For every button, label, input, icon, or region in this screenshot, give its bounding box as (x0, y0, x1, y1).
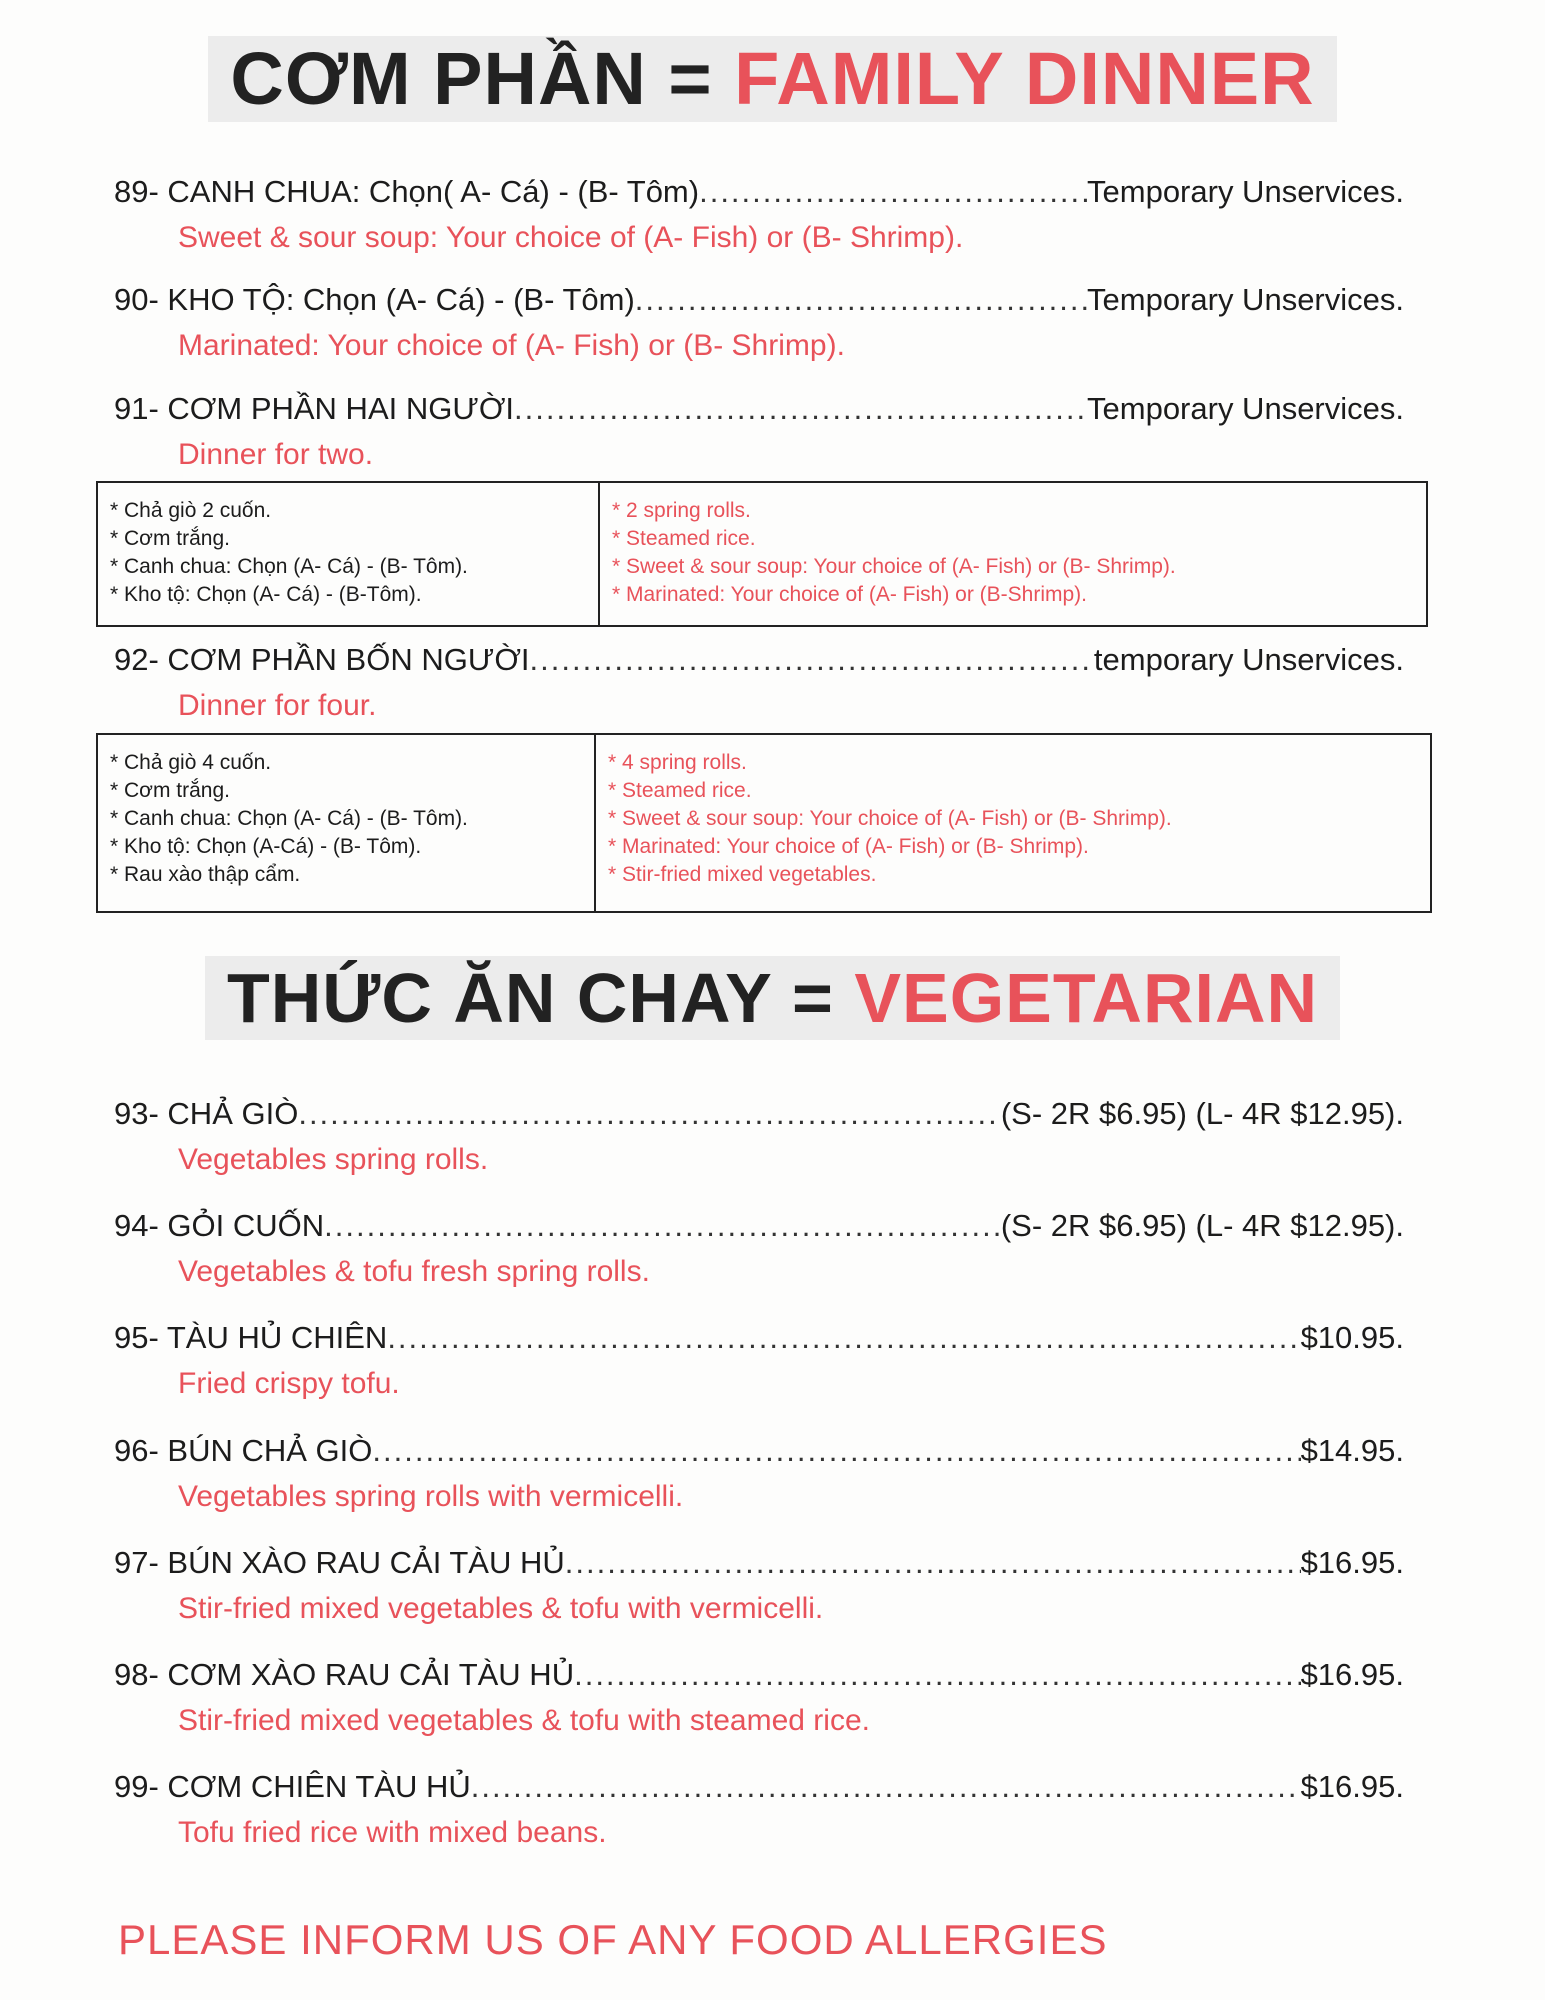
item-description: Vegetables spring rolls with vermicelli. (178, 1480, 684, 1513)
heading-highlight (205, 956, 1340, 1040)
menu-item-90 (114, 280, 1404, 366)
list-item: * Stir-fried mixed vegetables. (608, 863, 877, 886)
menu-item-91 (114, 389, 1404, 475)
menu-item-97 (114, 1543, 1404, 1629)
item-name: 91- CƠM PHẦN HAI NGƯỜI (114, 391, 515, 426)
vegetarian-heading (0, 956, 1545, 1040)
list-item: * Sweet & sour soup: Your choice of (A- Fish) or (B- Shrimp). (608, 807, 1172, 830)
box-vietnamese-list (98, 735, 596, 911)
menu-item-96 (114, 1431, 1404, 1517)
leader-dots (324, 1206, 1001, 1246)
item-name: 92- CƠM PHẦN BỐN NGƯỜI (114, 642, 530, 677)
item-price: $10.95. (1300, 1320, 1404, 1355)
list-item: * Kho tộ: Chọn (A-Cá) - (B- Tôm). (110, 835, 422, 858)
list-item: * Cơm trắng. (110, 527, 230, 550)
list-item: * Rau xào thập cẩm. (110, 863, 301, 886)
item-name: 90- KHO TỘ: Chọn (A- Cá) - (B- Tôm) (114, 282, 635, 317)
leader-dots (635, 280, 1087, 320)
menu-item-95 (114, 1318, 1404, 1404)
item-price: $16.95. (1300, 1657, 1404, 1692)
menu-item-92 (114, 640, 1404, 726)
item-price: $16.95. (1300, 1545, 1404, 1580)
item-name: 99- CƠM CHIÊN TÀU HỦ (114, 1769, 471, 1804)
heading-highlight (208, 36, 1336, 122)
menu-item-98 (114, 1655, 1404, 1741)
item-price: temporary Unservices. (1093, 642, 1404, 677)
list-item: * Marinated: Your choice of (A- Fish) or (B- Shrimp). (608, 835, 1089, 858)
item-description: Stir-fried mixed vegetables & tofu with steamed rice. (178, 1704, 870, 1737)
item-name: 89- CANH CHUA: Chọn( A- Cá) - (B- Tôm) (114, 174, 700, 209)
allergy-notice: PLEASE INFORM US OF ANY FOOD ALLERGIES (118, 1916, 1108, 1963)
item-name: 96- BÚN CHẢ GIÒ (114, 1433, 373, 1468)
box-english-list (600, 483, 1188, 625)
list-item: * Canh chua: Chọn (A- Cá) - (B- Tôm). (110, 555, 468, 578)
heading-english: VEGETARIAN (854, 959, 1319, 1037)
item-price: $16.95. (1300, 1769, 1404, 1804)
heading-vietnamese: THỨC ĂN CHAY = (226, 959, 834, 1037)
list-item: * Sweet & sour soup: Your choice of (A- Fish) or (B- Shrimp). (612, 555, 1176, 578)
item-price: Temporary Unservices. (1087, 282, 1404, 317)
list-item: * Steamed rice. (612, 527, 756, 550)
item-price: (S- 2R $6.95) (L- 4R $12.95). (1000, 1096, 1404, 1131)
item-name: 93- CHẢ GIÒ (114, 1096, 299, 1131)
item-name: 94- GỎI CUỐN (114, 1208, 325, 1243)
item-description: Vegetables & tofu fresh spring rolls. (178, 1255, 650, 1288)
leader-dots (372, 1431, 1300, 1471)
leader-dots (530, 640, 1094, 680)
leader-dots (565, 1543, 1301, 1583)
item-description: Vegetables spring rolls. (178, 1143, 489, 1176)
list-item: * Canh chua: Chọn (A- Cá) - (B- Tôm). (110, 807, 468, 830)
leader-dots (298, 1094, 1000, 1134)
menu-item-93 (114, 1094, 1404, 1180)
leader-dots (574, 1655, 1300, 1695)
list-item: * Kho tộ: Chọn (A- Cá) - (B-Tôm). (110, 583, 422, 606)
item-price: (S- 2R $6.95) (L- 4R $12.95). (1000, 1208, 1404, 1243)
item-name: 95- TÀU HỦ CHIÊN (114, 1320, 388, 1355)
leader-dots (471, 1767, 1301, 1807)
menu-item-89 (114, 172, 1404, 258)
dinner-for-four-box (96, 733, 1432, 913)
item-description: Tofu fried rice with mixed beans. (178, 1816, 607, 1849)
list-item: * 2 spring rolls. (612, 499, 751, 522)
item-description: Dinner for two. (178, 438, 374, 471)
item-description: Marinated: Your choice of (A- Fish) or (B- Shrimp). (178, 329, 845, 362)
heading-vietnamese: CƠM PHẦN = (230, 37, 713, 120)
leader-dots (699, 172, 1087, 212)
box-english-list (596, 735, 1184, 911)
list-item: * 4 spring rolls. (608, 751, 747, 774)
menu-item-99 (114, 1767, 1404, 1853)
item-price: $14.95. (1300, 1433, 1404, 1468)
item-description: Stir-fried mixed vegetables & tofu with vermicelli. (178, 1592, 824, 1625)
leader-dots (514, 389, 1087, 429)
box-vietnamese-list (98, 483, 600, 625)
list-item: * Chả giò 4 cuốn. (110, 751, 272, 774)
list-item: * Steamed rice. (608, 779, 752, 802)
dinner-for-two-box (96, 481, 1428, 627)
list-item: * Chả giò 2 cuốn. (110, 499, 272, 522)
list-item: * Cơm trắng. (110, 779, 230, 802)
item-description: Sweet & sour soup: Your choice of (A- Fish) or (B- Shrimp). (178, 221, 964, 254)
item-price: Temporary Unservices. (1087, 391, 1404, 426)
list-item: * Marinated: Your choice of (A- Fish) or (B-Shrimp). (612, 583, 1088, 606)
item-price: Temporary Unservices. (1087, 174, 1404, 209)
item-description: Dinner for four. (178, 689, 377, 722)
menu-item-94 (114, 1206, 1404, 1292)
item-name: 98- CƠM XÀO RAU CẢI TÀU HỦ (114, 1657, 575, 1692)
item-name: 97- BÚN XÀO RAU CẢI TÀU HỦ (114, 1545, 565, 1580)
family-dinner-heading (0, 36, 1545, 122)
heading-english: FAMILY DINNER (734, 37, 1315, 120)
leader-dots (387, 1318, 1300, 1358)
item-description: Fried crispy tofu. (178, 1367, 400, 1400)
